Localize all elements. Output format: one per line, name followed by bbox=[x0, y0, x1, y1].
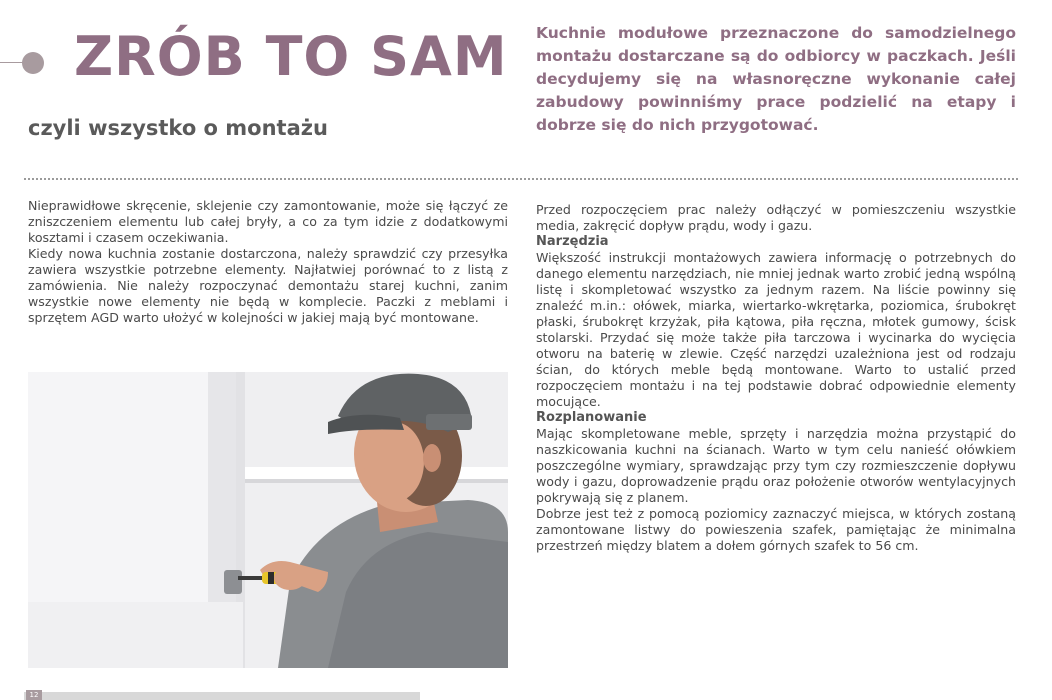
media-disconnect-paragraph: Przed rozpoczęciem prac należy odłączyć w pomieszczeniu wszystkie media, zakręcić dopływ prądu, wody i gazu. bbox=[536, 202, 1016, 233]
left-column bbox=[28, 198, 508, 326]
tools-paragraph: Większość instrukcji montażowych zawiera informację o potrzebnych do danego elementu narzędziach, nie mniej jednak warto zrobić jedną wspólną listę i skompletować wszystko za jednym razem. Na liście powinny się znaleźć m.in.: ołówek, miarka, wiertarko-wkrętarka, poziomica, śrubokręt płaski, śrubokręt krzyżak, piła kątowa, piła ręczna, młotek gumowy, ścisk stolarski. Przydać się może także piła tarczowa i wycinarka do wycięcia otworu na baterię w zlewie. Część narzędzi uzależniona jest od rodzaju ścian, do których meble będą montowane. Warto to ustalić przed rozpoczęciem montażu i na tej podstawie dobrać odpowiednie elementy mocujące. bbox=[536, 250, 1016, 409]
circle-bullet-icon bbox=[22, 52, 44, 74]
page-subtitle: czyli wszystko o montażu bbox=[28, 116, 328, 140]
planning-heading: Rozplanowanie bbox=[536, 410, 647, 425]
intro-lead-text: Kuchnie modułowe przeznaczone do samodzielnego montażu dostarczane są do odbiorcy w paczkach. Jeśli decydujemy się na własnoręczne wykonanie całej zabudowy powinniśmy prace podzielić na etapy i dobrze się do nich przygotować. bbox=[536, 24, 1016, 134]
page-number: 12 bbox=[26, 690, 42, 700]
worker-assembling-kitchen-cabinet-photo bbox=[28, 372, 508, 668]
photo-illustration bbox=[28, 372, 508, 668]
left-paragraph-2: Kiedy nowa kuchnia zostanie dostarczona, należy sprawdzić czy przesyłka zawiera wszystkie potrzebne elementy. Najłatwiej porównać to z listą z zamówienia. Nie należy rozpoczynać demontażu starej kuchni, zanim wszystkie nowe elementy nie będą w komplecie. Paczki z meblami i sprzętem AGD warto ułożyć w kolejności w jakiej mają być montowane. bbox=[28, 246, 508, 325]
footer-bar bbox=[24, 692, 420, 700]
left-paragraph-1: Nieprawidłowe skręcenie, sklejenie czy zamontowanie, może się łączyć ze zniszczeniem elementu lub całej bryły, a co za tym idzie z dodatkowymi kosztami i czasem oczekiwania. bbox=[28, 198, 508, 245]
right-column bbox=[536, 202, 1016, 554]
dotted-divider bbox=[24, 178, 1018, 180]
page-title: ZRÓB TO SAM bbox=[74, 25, 508, 88]
tools-heading: Narzędzia bbox=[536, 234, 609, 249]
planning-paragraph-2: Dobrze jest też z pomocą poziomicy zaznaczyć miejsca, w których zostaną zamontowane listwy do powieszenia szafek, pamiętając że minimalna przestrzeń między blatem a dołem górnych szafek to 56 cm. bbox=[536, 506, 1016, 553]
planning-paragraph-1: Mając skompletowane meble, sprzęty i narzędzia można przystąpić do naszkicowania kuchni na ścianach. Warto w tym celu nanieść ołówkiem poszczególne wymiary, sprawdzając przy tym czy rozmieszczenie dopływu wody i gazu, doprowadzenie prądu oraz położenie otworów wentylacyjnych pokrywają się z planem. bbox=[536, 426, 1016, 505]
